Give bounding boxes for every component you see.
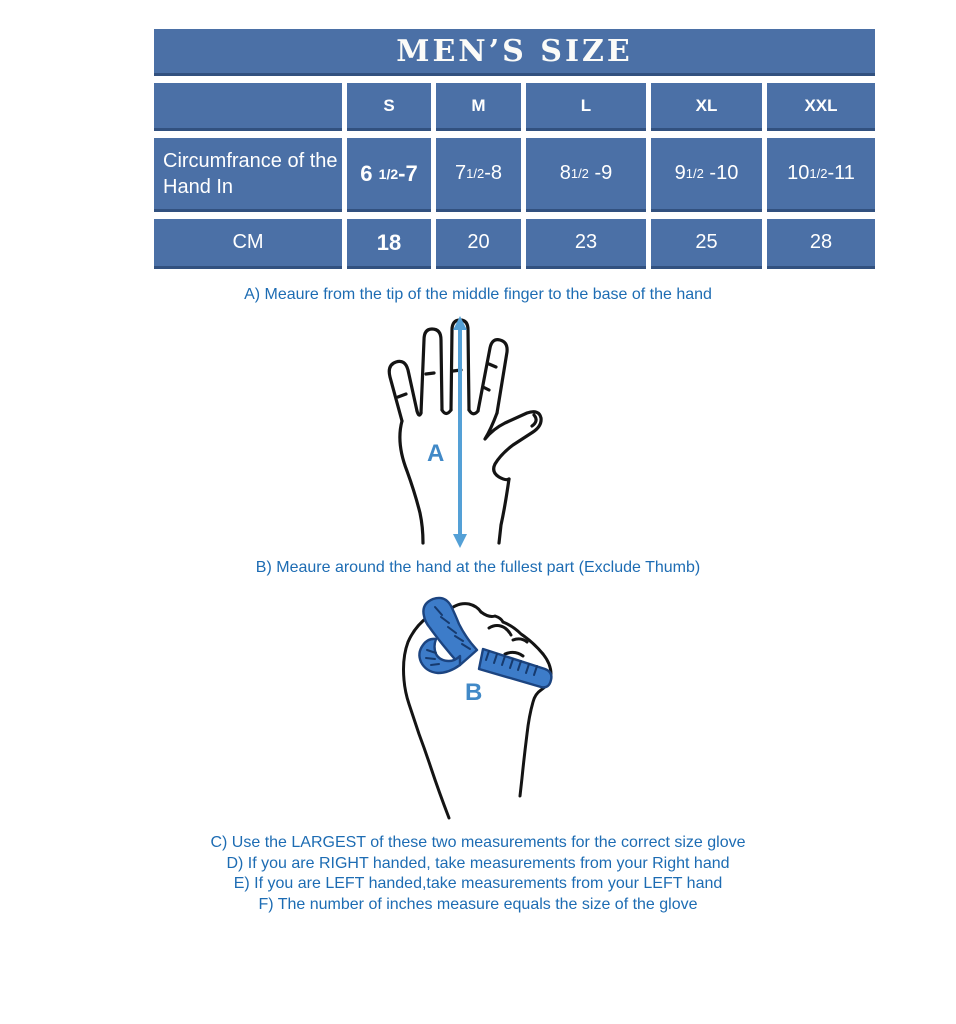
cm-cell-l: 23 bbox=[526, 219, 646, 269]
table-title: MEN’S SIZE bbox=[396, 33, 633, 69]
size-value: -8 bbox=[484, 162, 502, 184]
note-line-e: E) If you are LEFT handed,take measurements from your LEFT hand bbox=[233, 875, 723, 892]
size-value: 10 bbox=[787, 162, 810, 184]
size-value: 8 bbox=[559, 162, 571, 184]
cm-cell-m: 20 bbox=[436, 219, 521, 269]
size-value: 6 bbox=[360, 160, 379, 186]
row-label-circumference: Circumfrance of the Hand In bbox=[154, 138, 342, 212]
size-fraction: 1/2 bbox=[685, 166, 704, 181]
column-header-xxl: XXL bbox=[767, 83, 875, 131]
size-value: 7 bbox=[455, 162, 467, 184]
size-cell-xl bbox=[651, 138, 762, 212]
fist-outline bbox=[404, 604, 552, 818]
cm-cell-s: 18 bbox=[347, 219, 431, 269]
size-fraction: 1/2 bbox=[570, 166, 589, 181]
caption-measure-a: A) Meaure from the tip of the middle finger to the base of the hand bbox=[244, 286, 712, 303]
note-line-f: F) The number of inches measure equals the size of the glove bbox=[258, 895, 698, 913]
corner-cell bbox=[154, 83, 342, 131]
hand-outline bbox=[389, 320, 541, 543]
cm-cell-xl: 25 bbox=[651, 219, 762, 269]
column-header-l: L bbox=[526, 83, 646, 131]
column-header-xl: XL bbox=[651, 83, 762, 131]
size-value: 9 bbox=[674, 162, 686, 184]
size-fraction: 1/2 bbox=[378, 165, 399, 182]
label-b: B bbox=[465, 679, 483, 706]
column-header-m: M bbox=[436, 83, 521, 131]
size-cell-l bbox=[526, 138, 646, 212]
size-fraction: 1/2 bbox=[466, 166, 485, 181]
size-table bbox=[154, 29, 875, 269]
label-a: A bbox=[427, 440, 445, 467]
cm-cell-xxl: 28 bbox=[767, 219, 875, 269]
column-header-s: S bbox=[347, 83, 431, 131]
size-cell-xxl bbox=[767, 138, 875, 212]
size-value: -9 bbox=[588, 162, 613, 184]
size-value: -11 bbox=[827, 162, 855, 184]
size-value: -7 bbox=[398, 160, 418, 186]
note-line-d: D) If you are RIGHT handed, take measurements from your Right hand bbox=[226, 854, 730, 872]
size-value: -10 bbox=[703, 162, 739, 184]
size-cell-m bbox=[436, 138, 521, 212]
table-title-bar bbox=[154, 29, 875, 76]
open-hand-diagram bbox=[373, 311, 567, 549]
notes-block bbox=[0, 833, 956, 915]
size-fraction: 1/2 bbox=[809, 166, 828, 181]
row-label-cm: CM bbox=[154, 219, 342, 269]
size-cell-s bbox=[347, 138, 431, 212]
size-grid bbox=[154, 83, 875, 269]
measure-arrow-a bbox=[453, 316, 467, 548]
fist-diagram bbox=[393, 592, 563, 830]
note-line-c: C) Use the LARGEST of these two measurements for the correct size glove bbox=[210, 834, 746, 851]
caption-measure-b: B) Meaure around the hand at the fullest part (Exclude Thumb) bbox=[255, 559, 701, 576]
